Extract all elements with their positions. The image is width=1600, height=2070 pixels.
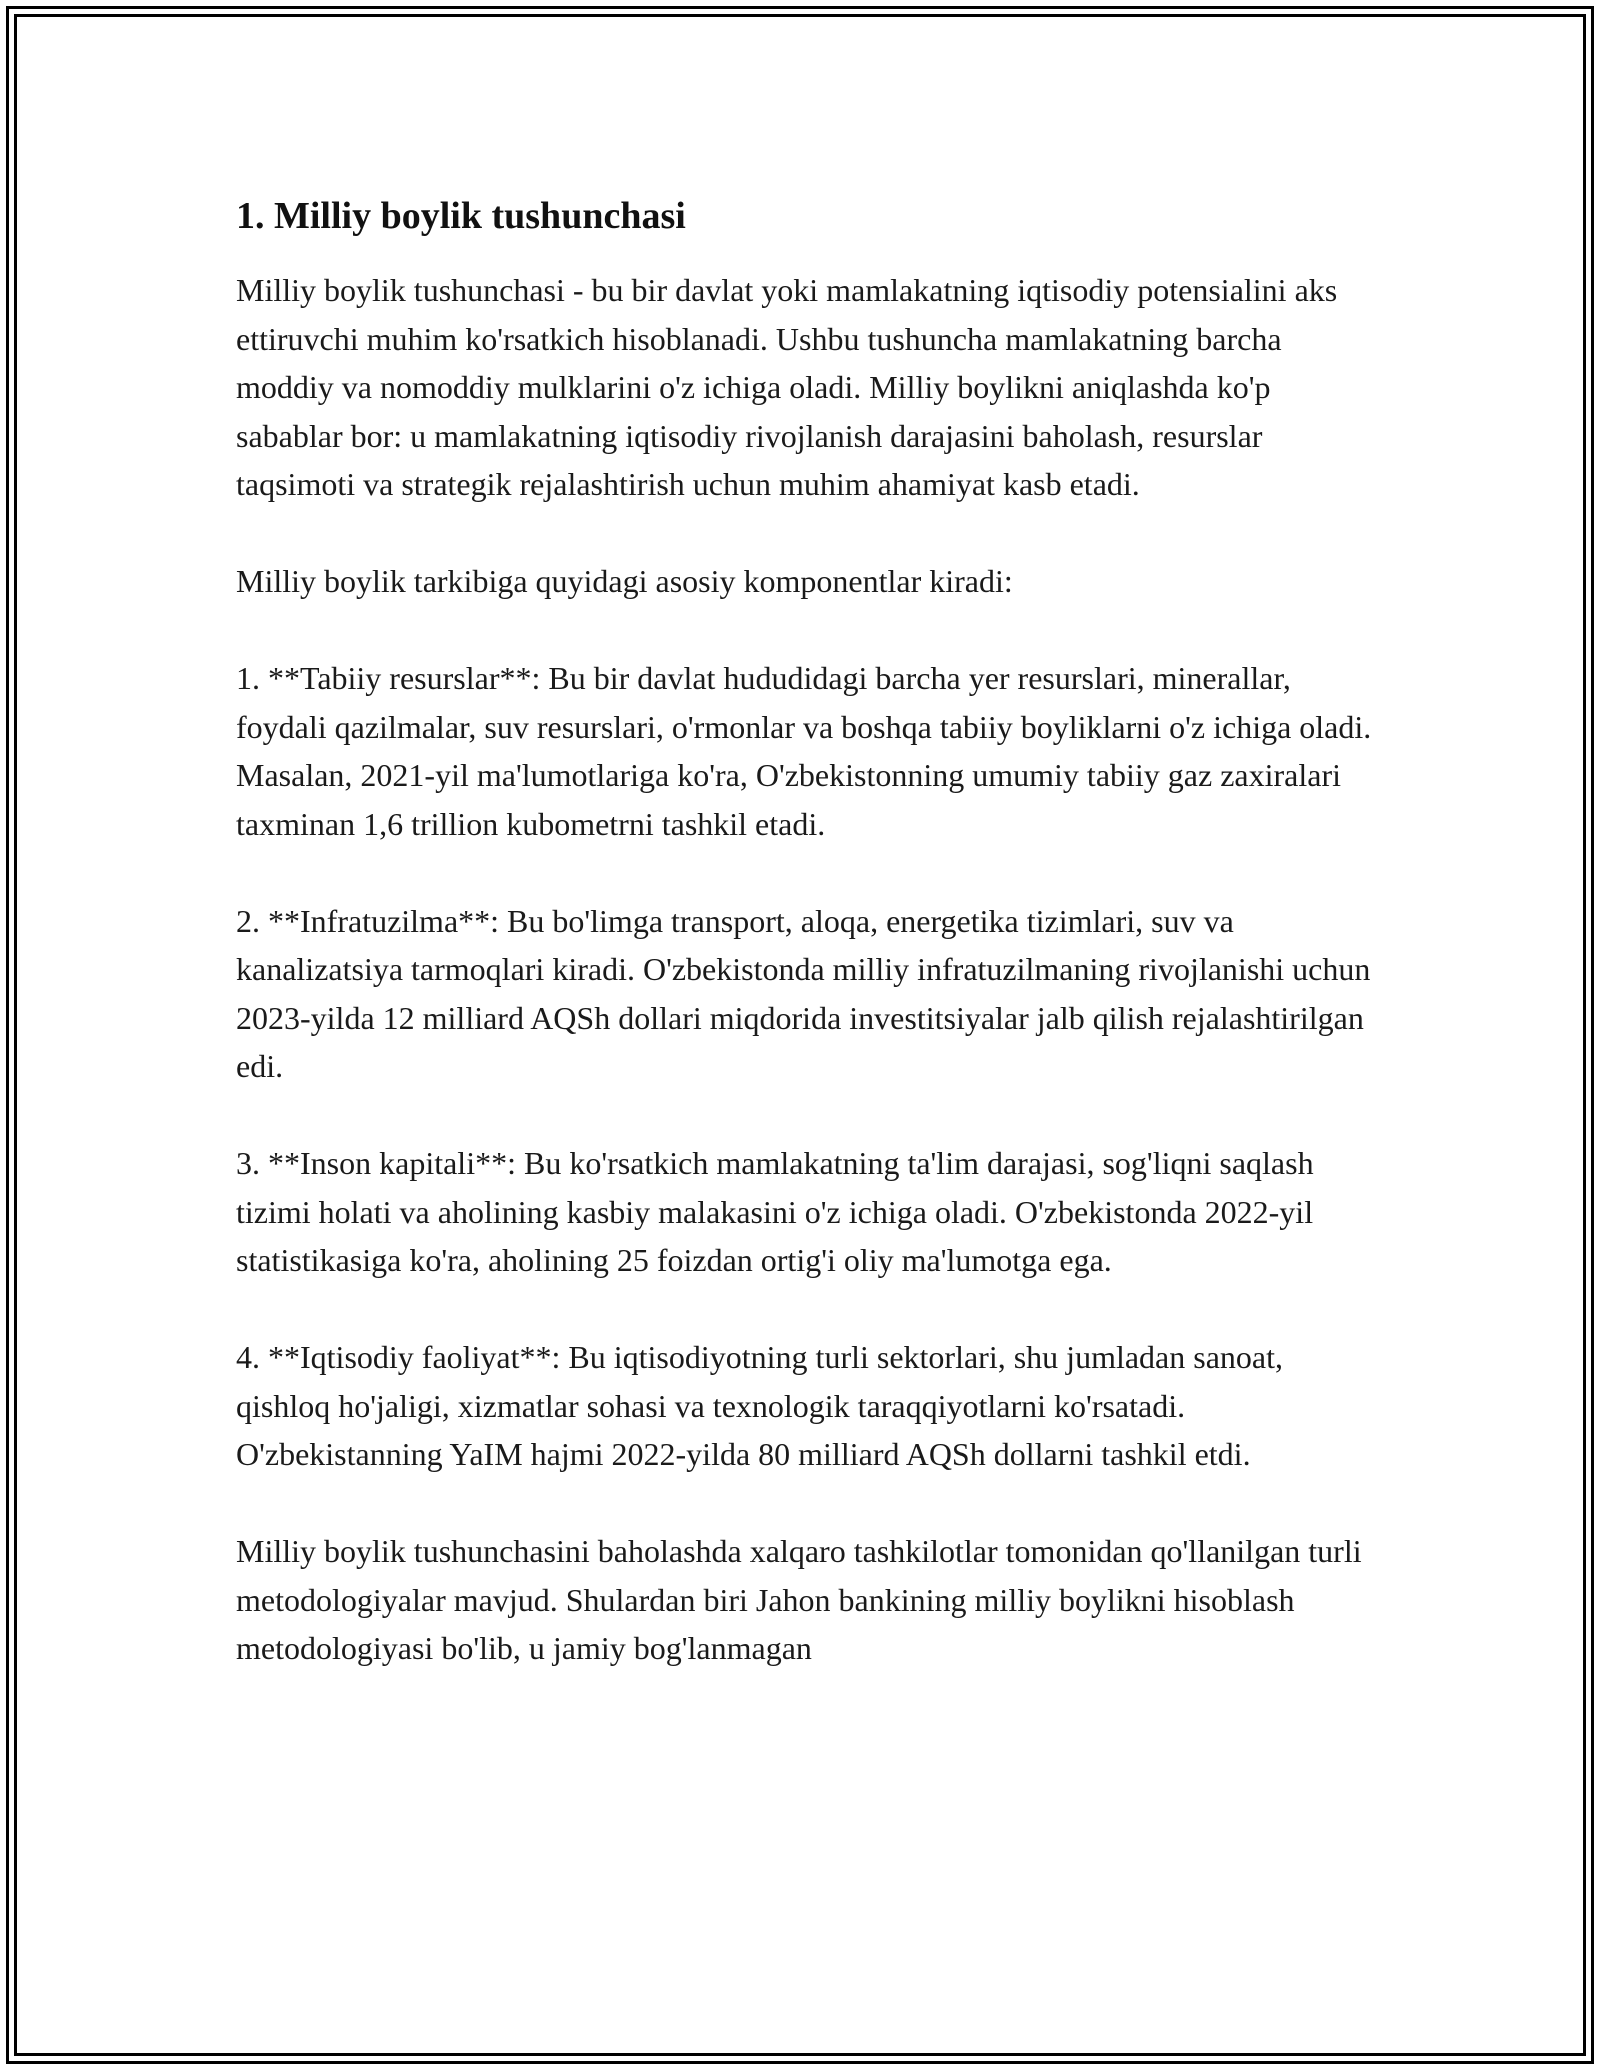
list-item-economic-activity: 4. **Iqtisodiy faoliyat**: Bu iqtisodiyotning turli sektorlari, shu jumladan sanoat, qishloq ho'jaligi, xizmatlar sohasi va texnologik taraqqiyotlarni ko'rsatadi. O'zbekistanning YaIM hajmi 2022-yilda 80 milliard AQSh dollarni tashkil etdi. bbox=[236, 1339, 1283, 1472]
paragraph-intro: Milliy boylik tushunchasi - bu bir davlat yoki mamlakatning iqtisodiy potensialini aks ettiruvchi muhim ko'rsatkich hisoblanadi. Ushbu tushuncha mamlakatning barcha moddiy va nomoddiy mulklarini o'z ichiga oladi. Milliy boylikni aniqlashda ko'p sabablar bor: u mamlakatning iqtisodiy rivojlanish darajasini baholash, resurslar taqsimoti va strategik rejalashtirish uchun muhim ahamiyat kasb etadi. bbox=[236, 272, 1338, 502]
list-item-infrastructure: 2. **Infratuzilma**: Bu bo'limga transport, aloqa, energetika tizimlari, suv va kanalizatsiya tarmoqlari kiradi. O'zbekistonda milliy infratuzilmaning rivojlanishi uchun 2023-yilda 12 milliard AQSh dollari miqdorida investitsiyalar jalb qilish rejalashtirilgan edi. bbox=[236, 902, 1371, 1084]
section-heading: 1. Milliy boylik tushunchasi bbox=[236, 195, 686, 237]
list-item-human-capital: 3. **Inson kapitali**: Bu ko'rsatkich mamlakatning ta'lim darajasi, sog'liqni saqlash tizimi holati va aholining kasbiy malakasini o'z ichiga oladi. O'zbekistonda 2022-yil statistikasiga ko'ra, aholining 25 foizdan ortig'i oliy ma'lumotga ega. bbox=[236, 1145, 1314, 1278]
list-item-natural-resources: 1. **Tabiiy resurslar**: Bu bir davlat hududidagi barcha yer resurslari, minerallar, foydali qazilmalar, suv resurslari, o'rmonlar va boshqa tabiiy boyliklarni o'z ichiga oladi. Masalan, 2021-yil ma'lumotlariga ko'ra, O'zbekistonning umumiy tabiiy gaz zaxiralari taxminan 1,6 trillion kubometrni tashkil etadi. bbox=[236, 660, 1372, 842]
paragraph-components-lead: Milliy boylik tarkibiga quyidagi asosiy komponentlar kiradi: bbox=[236, 563, 1013, 599]
document-body bbox=[236, 188, 1376, 1673]
paragraph-methodology: Milliy boylik tushunchasini baholashda xalqaro tashkilotlar tomonidan qo'llanilgan turli metodologiyalar mavjud. Shulardan biri Jahon bankining milliy boylikni hisoblash metodologiyasi bo'lib, u jamiy bog'lanmagan bbox=[236, 1533, 1362, 1666]
